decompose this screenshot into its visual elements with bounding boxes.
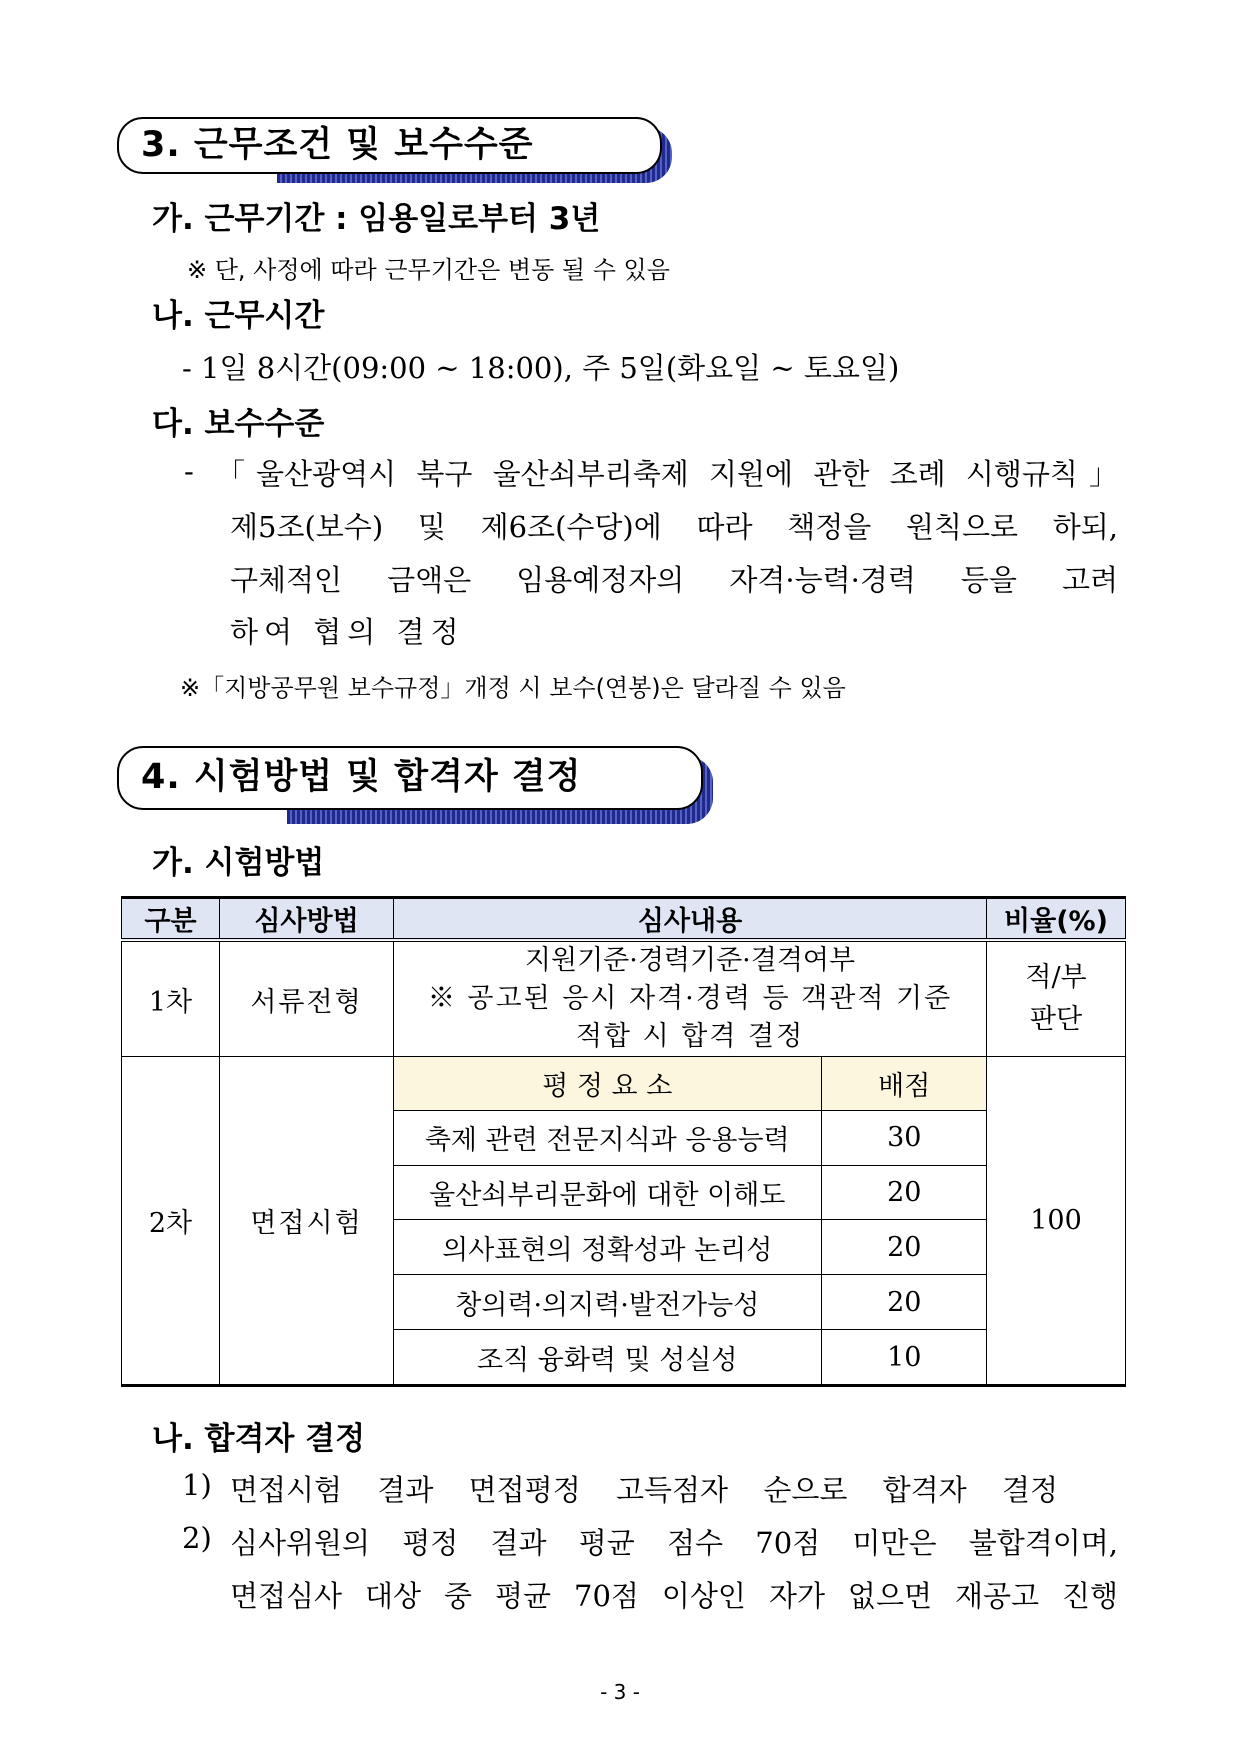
section-4-b-item-2-line-1: 심사위원의 평정 결과 평균 점수 70점 미만은 불합격이며, (230, 1526, 1118, 1560)
row1-ratio-line-1: 적/부 (1025, 962, 1087, 993)
criteria-row (394, 1330, 987, 1384)
row2-ratio: 100 (987, 1057, 1126, 1386)
criteria-row (394, 1165, 987, 1220)
row1-ratio (987, 940, 1126, 1057)
header-division: 구분 (122, 898, 220, 941)
exam-method-table (121, 896, 1126, 1387)
row1-stage: 1차 (122, 940, 220, 1057)
criteria-name: 창의력·의지력·발전가능성 (394, 1275, 821, 1330)
criteria-name: 울산쇠부리문화에 대한 이해도 (394, 1165, 821, 1220)
row1-content-line-2: ※ 공고된 응시 자격·경력 등 객관적 기준 (427, 983, 953, 1014)
criteria-row (394, 1110, 987, 1165)
section-4-a-heading: 가. 시험방법 (152, 845, 325, 881)
table-header-row (122, 898, 1126, 941)
page-number: - 3 - (600, 1680, 640, 1704)
criteria-score: 10 (887, 1341, 922, 1373)
criteria-score: 30 (821, 1110, 987, 1165)
section-4-header (117, 746, 713, 824)
criteria-score: 20 (821, 1220, 987, 1275)
section-3-a-heading: 가. 근무기간 : 임용일로부터 3년 (152, 201, 601, 237)
section-4-b-item-1-line-1: 면접시험 결과 면접평정 고득점자 순으로 합격자 결정 (230, 1473, 1058, 1507)
criteria-name: 축제 관련 전문지식과 응용능력 (394, 1110, 821, 1165)
row1-method: 서류전형 (220, 940, 394, 1057)
table-row-1 (122, 940, 1126, 1057)
section-3-b-heading: 나. 근무시간 (152, 298, 325, 334)
section-3-c-line-4: 하여 협의 결정 (230, 615, 465, 649)
criteria-header-row (394, 1057, 987, 1110)
section-3-c-line-3: 구체적인 금액은 임용예정자의 자격·능력·경력 등을 고려 (230, 563, 1118, 597)
section-4-b-item-2-line-2: 면접심사 대상 중 평균 70점 이상인 자가 없으면 재공고 진행 (230, 1579, 1118, 1613)
row2-stage: 2차 (122, 1057, 220, 1386)
row2-criteria-cell (394, 1057, 987, 1386)
section-3-c-heading: 다. 보수수준 (152, 406, 325, 442)
header-ratio: 비율(%) (987, 898, 1126, 941)
row1-content (394, 940, 987, 1057)
score-header: 배점 (821, 1057, 987, 1110)
section-3-header (117, 117, 672, 183)
header-content: 심사내용 (394, 898, 987, 941)
criteria-name: 의사표현의 정확성과 논리성 (394, 1220, 821, 1275)
section-3-c-item-dash: - (184, 454, 194, 488)
criteria-row (394, 1220, 987, 1275)
section-4-b-heading: 나. 합격자 결정 (152, 1421, 366, 1457)
criteria-row (394, 1275, 987, 1330)
section-3-title: 3. 근무조건 및 보수수준 (117, 117, 662, 174)
section-4-b-item-1-num: 1) (182, 1468, 212, 1502)
row1-content-line-3: 적합 시 합격 결정 (575, 1021, 805, 1052)
section-3-a-note: ※ 단, 사정에 따라 근무기간은 변동 될 수 있음 (187, 256, 670, 284)
criteria-score: 20 (821, 1275, 987, 1330)
criteria-header: 평 정 요 소 (394, 1057, 821, 1110)
criteria-name: 조직 융화력 및 성실성 (394, 1330, 821, 1384)
header-method: 심사방법 (220, 898, 394, 941)
section-4-title: 4. 시험방법 및 합격자 결정 (117, 746, 703, 810)
section-3-c-line-1: 「울산광역시 북구 울산쇠부리축제 지원에 관한 조례 시행규칙」 (216, 457, 1118, 491)
row1-ratio-line-2: 판단 (1029, 1004, 1083, 1035)
row2-method: 면접시험 (220, 1057, 394, 1386)
row1-content-line-1: 지원기준·경력기준·결격여부 (524, 945, 856, 976)
section-3-c-note: ※「지방공무원 보수규정」개정 시 보수(연봉)은 달라질 수 있음 (180, 674, 846, 702)
criteria-score: 20 (821, 1165, 987, 1220)
table-row-2 (122, 1057, 1126, 1386)
section-3-c-line-2: 제5조(보수) 및 제6조(수당)에 따라 책정을 원칙으로 하되, (230, 510, 1118, 544)
section-4-b-item-2-num: 2) (182, 1521, 212, 1555)
criteria-table (394, 1057, 987, 1384)
section-3-b-item: - 1일 8시간(09:00 ~ 18:00), 주 5일(화요일 ~ 토요일) (182, 351, 900, 385)
